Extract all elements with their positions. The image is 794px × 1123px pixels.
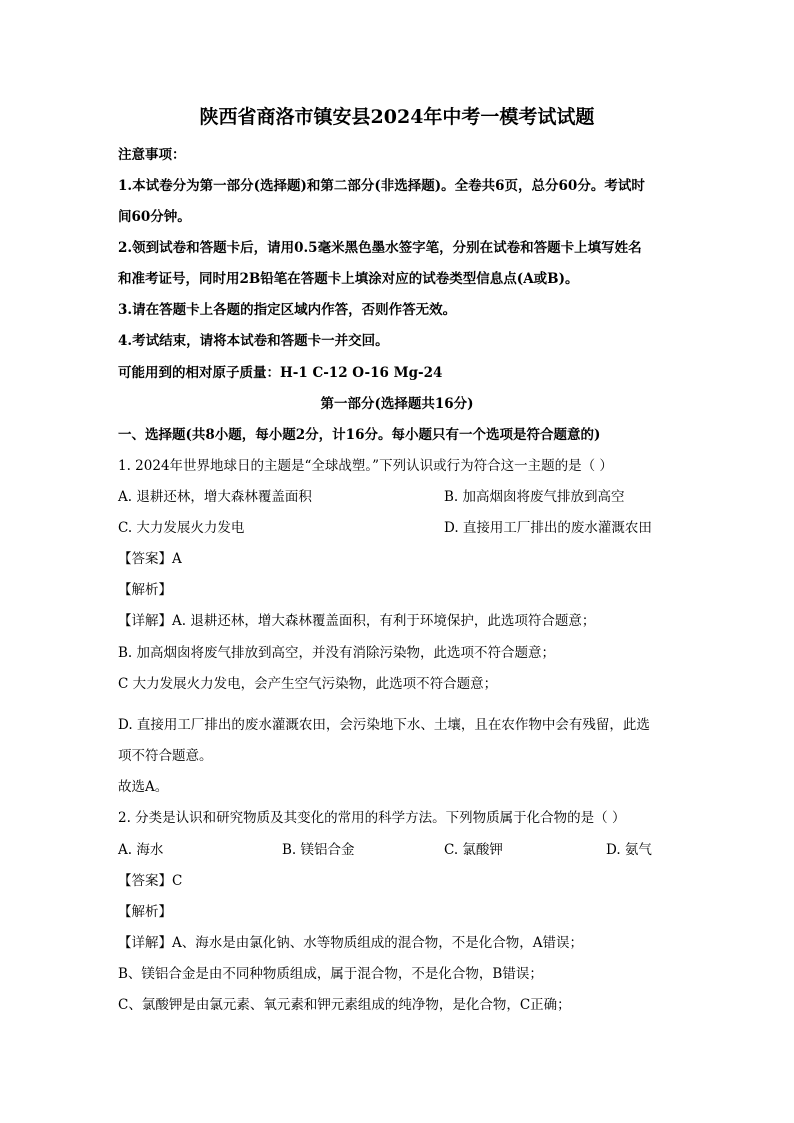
part1-heading: 第一部分(选择题共16分): [320, 396, 474, 412]
q1-detail-a: 【详解】A. 退耕还林，增大森林覆盖面积，有利于环境保护，此选项符合题意；: [118, 613, 596, 629]
q2-detail-a: 【详解】A、海水是由氯化钠、水等物质组成的混合物，不是化合物，A错误；: [118, 935, 583, 951]
q2-answer: 【答案】C: [118, 873, 183, 889]
atomic-mass-line: 可能用到的相对原子质量：H-1 C-12 O-16 Mg-24: [118, 365, 443, 381]
q2-option-b: B. 镁铝合金: [282, 842, 355, 858]
notice-item-2a: 2.领到试卷和答题卡后，请用0.5毫米黑色墨水签字笔，分别在试卷和答题卡上填写姓名: [118, 240, 642, 256]
notice-heading: 注意事项：: [118, 147, 186, 163]
q1-conclusion: 故选A。: [118, 779, 169, 795]
q1-answer: 【答案】A: [118, 551, 182, 567]
notice-item-2b: 和准考证号，同时用2B铅笔在答题卡上填涂对应的试卷类型信息点(A或B)。: [118, 271, 579, 287]
section1-heading: 一、选择题(共8小题，每小题2分，计16分。每小题只有一个选项是符合题意的): [118, 427, 601, 443]
q1-detail-b: B. 加高烟囱将废气排放到高空，并没有消除污染物，此选项不符合题意；: [118, 645, 556, 661]
q1-analysis-label: 【解析】: [118, 582, 172, 598]
q1-stem: 1. 2024年世界地球日的主题是“全球战塑。”下列认识或行为符合这一主题的是（ ）: [118, 458, 613, 474]
q1-option-a: A. 退耕还林，增大森林覆盖面积: [118, 489, 312, 505]
q2-option-c: C. 氯酸钾: [444, 842, 503, 858]
notice-item-4: 4.考试结束，请将本试卷和答题卡一并交回。: [118, 333, 389, 349]
q2-analysis-label: 【解析】: [118, 904, 172, 920]
q2-stem: 2. 分类是认识和研究物质及其变化的常用的科学方法。下列物质属于化合物的是（ ）: [118, 810, 626, 826]
notice-item-1b: 间60分钟。: [118, 209, 191, 225]
q1-option-c: C. 大力发展火力发电: [118, 520, 245, 536]
q2-option-a: A. 海水: [118, 842, 164, 858]
notice-item-3: 3.请在答题卡上各题的指定区域内作答，否则作答无效。: [118, 302, 457, 318]
q2-option-d: D. 氨气: [606, 842, 652, 858]
document-title: 陕西省商洛市镇安县2024年中考一模考试试题: [199, 106, 595, 128]
notice-item-1a: 1.本试卷分为第一部分(选择题)和第二部分(非选择题)。全卷共6页，总分60分。考试时: [118, 178, 645, 194]
q2-detail-b: B、镁铝合金是由不同种物质组成，属于混合物，不是化合物，B错误；: [118, 966, 543, 982]
q2-detail-c: C、氯酸钾是由氯元素、氧元素和钾元素组成的纯净物，是化合物，C正确；: [118, 997, 571, 1013]
q1-option-b: B. 加高烟囱将废气排放到高空: [444, 489, 625, 505]
q1-detail-c: C 大力发展火力发电，会产生空气污染物，此选项不符合题意；: [118, 676, 498, 692]
q1-detail-d-line2: 项不符合题意。: [118, 748, 213, 764]
q1-detail-d-line1: D. 直接用工厂排出的废水灌溉农田，会污染地下水、土壤，且在农作物中会有残留，此选: [118, 717, 650, 733]
q1-option-d: D. 直接用工厂排出的废水灌溉农田: [444, 520, 652, 536]
